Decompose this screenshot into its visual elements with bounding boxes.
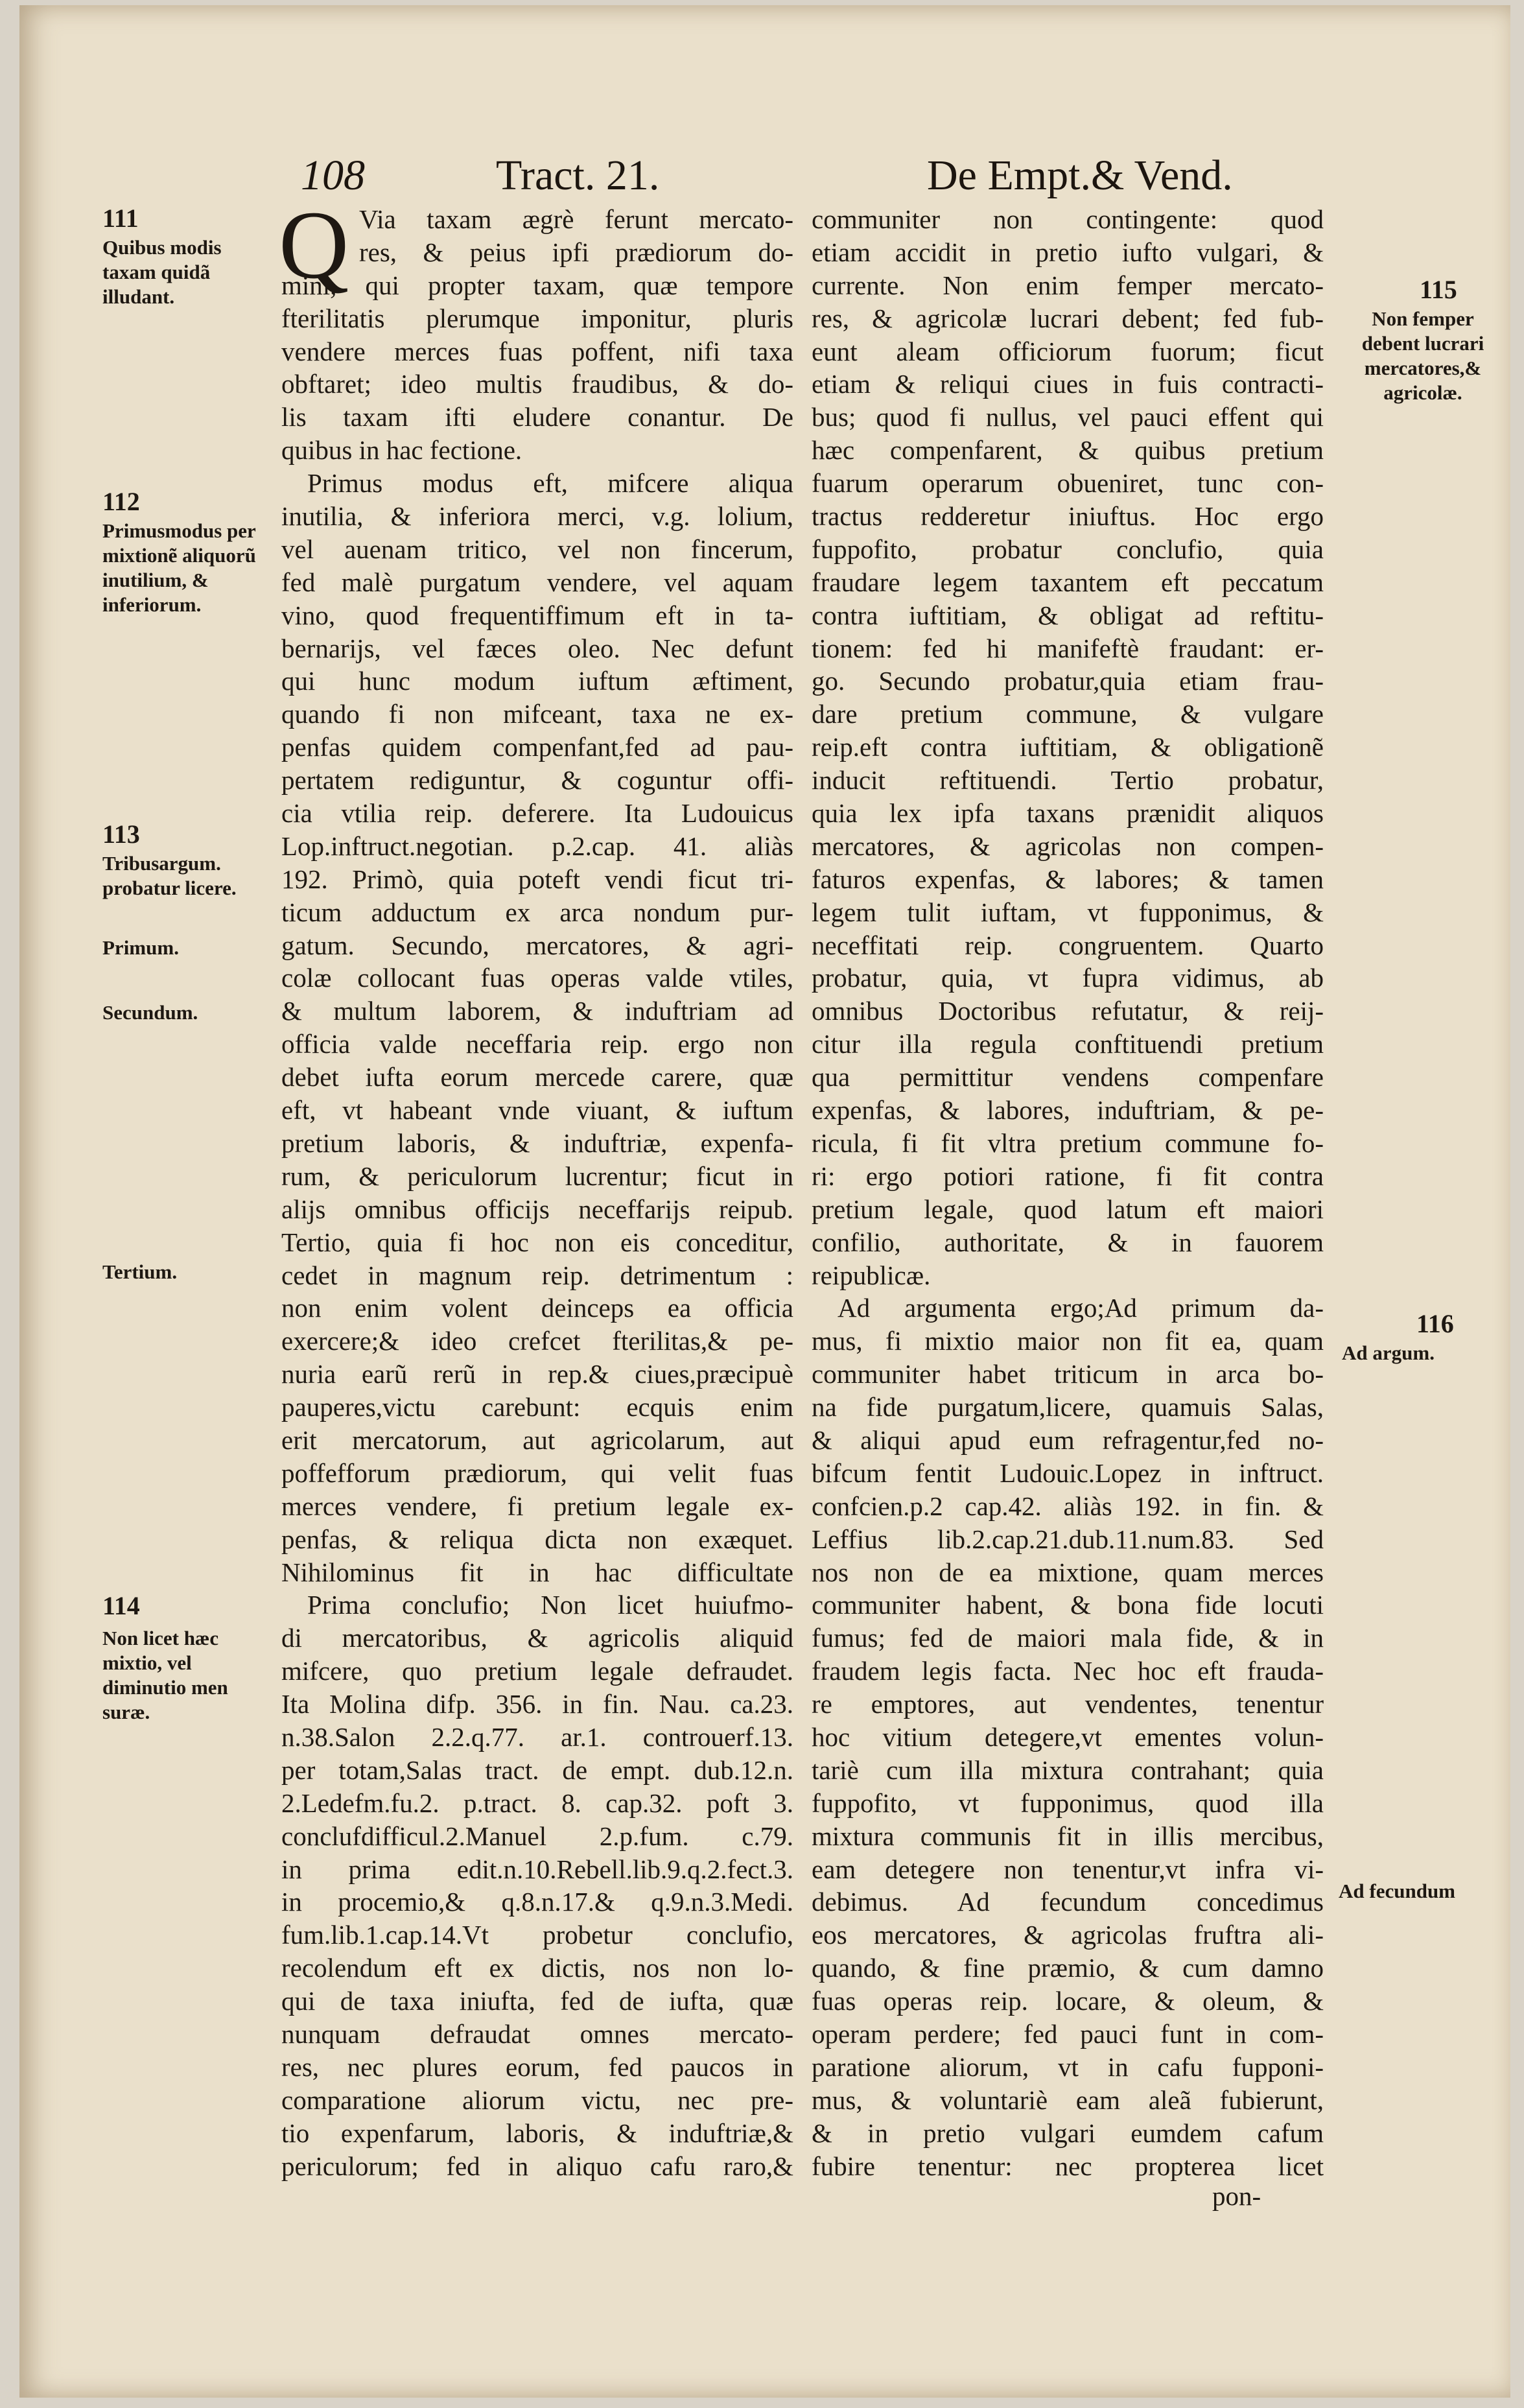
text-line: fraudare legem taxantem eft peccatum: [812, 567, 1324, 597]
text-line: cedet in magnum reip. detrimentum :: [281, 1260, 793, 1290]
margin-note-primum: Primum.: [102, 936, 179, 959]
text-line: tionem: fed hi manifeftè fraudant: er-: [812, 633, 1324, 663]
text-line: vendere merces fuas poffent, nifi taxa: [281, 336, 793, 366]
text-line: omnibus Doctoribus refutatur, & reij-: [812, 996, 1324, 1026]
text-line: inutilia, & inferiora merci, v.g. lolium,: [281, 501, 793, 532]
text-line: quia lex ipfa taxans prænidit aliquos: [812, 798, 1324, 829]
text-line: legem tulit iuftam, vt fupponimus, &: [812, 897, 1324, 927]
running-head-center: Tract. 21.: [496, 152, 660, 199]
text-line: vel auenam tritico, vel non fincerum,: [281, 534, 793, 564]
text-line: nos non de ea mixtione, quam merces: [812, 1557, 1324, 1587]
text-line: probatur, quia, vt fupra vidimus, ab: [812, 963, 1324, 993]
text-line: obftaret; ideo multis fraudibus, & do-: [281, 369, 793, 399]
text-line: alijs omnibus officijs neceffarijs reipub.: [281, 1194, 793, 1224]
text-line: tio expenfarum, laboris, & induftriæ,&: [281, 2118, 793, 2148]
text-line: non enim volent deinceps ea officia: [281, 1293, 793, 1323]
text-line: pretium laboris, & induftriæ, expenfa-: [281, 1127, 793, 1158]
text-line: n.38.Salon 2.2.q.77. ar.1. controuerf.13.: [281, 1721, 793, 1752]
text-line: re emptores, aut vendentes, tenentur: [812, 1689, 1324, 1719]
text-line: na fide purgatum,licere, quamuis Salas,: [812, 1392, 1324, 1422]
text-line: & multum laborem, & induftriam ad: [281, 996, 793, 1026]
text-line: di mercatoribus, & agricolis aliquid: [281, 1623, 793, 1653]
text-line: paratione aliorum, vt in cafu fupponi-: [812, 2051, 1324, 2082]
text-line: penfas quidem compenfant,fed ad pau-: [281, 732, 793, 762]
text-line: neceffitati reip. congruentem. Quarto: [812, 930, 1324, 960]
text-line: mixtura communis fit in illis mercibus,: [812, 1821, 1324, 1851]
text-line: in procemio,& q.8.n.17.& q.9.n.3.Medi.: [281, 1887, 793, 1917]
text-line: nuria earũ rerũ in rep.& ciues,præcipuè: [281, 1359, 793, 1389]
text-line: colæ collocant fuas operas valde vtiles,: [281, 963, 793, 993]
margin-note-115: Non femper debent lucrari mercatores,& agricolæ.: [1361, 307, 1484, 404]
text-line: mifcere, quo pretium legale defraudet.: [281, 1656, 793, 1686]
text-line: expenfas, & labores, induftriam, & pe-: [812, 1095, 1324, 1126]
text-line: fterilitatis plerumque imponitur, pluris: [281, 303, 793, 333]
margin-note-116: Ad argum.: [1342, 1341, 1435, 1364]
text-line: poffefforum prædiorum, qui velit fuas: [281, 1458, 793, 1488]
running-head: [19, 151, 1510, 203]
text-line: & in pretio vulgari eumdem cafum: [812, 2118, 1324, 2148]
text-line: eos mercatores, & agricolas fruftra ali-: [812, 1920, 1324, 1950]
text-line: quibus in hac fectione.: [281, 435, 522, 466]
text-line: fed malè purgatum vendere, vel aquam: [281, 567, 793, 597]
text-line: communiter habet triticum in arca bo-: [812, 1359, 1324, 1389]
book-page: [19, 5, 1510, 2398]
text-line: periculorum; fed in aliquo cafu raro,&: [281, 2151, 793, 2181]
text-line: fuppofito, vt fupponimus, quod illa: [812, 1788, 1324, 1818]
margin-number-115: 115: [1420, 275, 1457, 304]
text-line: eam detegere non tenentur,vt infra vi-: [812, 1854, 1324, 1884]
text-line: in prima edit.n.10.Rebell.lib.9.q.2.fect.3.: [281, 1854, 793, 1884]
text-line: etiam accidit in pretio iufto vulgari, &: [812, 237, 1324, 267]
margin-note-ad-secundum: Ad fecundum: [1339, 1880, 1456, 1902]
text-line: vino, quod frequentiffimum eft in ta-: [281, 600, 793, 630]
catchword: pon-: [1212, 2181, 1261, 2211]
margin-number-116: 116: [1416, 1309, 1454, 1338]
text-line: rum, & periculorum lucrentur; ficut in: [281, 1161, 793, 1191]
text-line: qua permittitur vendens compenfare: [812, 1062, 1324, 1092]
text-line: bernarijs, vel fæces oleo. Nec defunt: [281, 633, 793, 663]
text-line: Primus modus eft, mifcere aliqua: [307, 468, 793, 499]
text-line: contra iuftitiam, & obligat ad reftitu-: [812, 600, 1324, 630]
text-line: conclufdifficul.2.Manuel 2.p.fum. c.79.: [281, 1821, 793, 1851]
text-line: merces vendere, fi pretium legale ex-: [281, 1491, 793, 1521]
text-line: pauperes,victu carebunt: ecquis enim: [281, 1392, 793, 1422]
margin-number-114: 114: [102, 1591, 140, 1620]
text-line: ticum adductum ex arca nondum pur-: [281, 897, 793, 927]
margin-note-113: Tribusargum. probatur licere.: [102, 852, 237, 899]
text-line: communiter habent, & bona fide locuti: [812, 1590, 1324, 1620]
text-line: mercatores, & agricolas non compen-: [812, 831, 1324, 861]
text-line: quando fi non mifceant, taxa ne ex-: [281, 699, 793, 729]
text-line: currente. Non enim femper mercato-: [812, 270, 1324, 300]
text-line: ri: ergo potiori ratione, fi fit contra: [812, 1161, 1324, 1191]
text-line: res, & peius ipfi prædiorum do-: [359, 237, 793, 267]
text-line: nunquam defraudat omnes mercato-: [281, 2018, 793, 2049]
text-line: go. Secundo probatur,quia etiam frau-: [812, 666, 1324, 696]
text-line: communiter non contingente: quod: [812, 204, 1324, 234]
text-line: mus, & voluntariè eam aleã fubierunt,: [812, 2084, 1324, 2115]
text-column-right: [812, 203, 1324, 2182]
text-line: tractus redderetur iniuftus. Hoc ergo: [812, 501, 1324, 532]
margin-number-113: 113: [102, 820, 140, 849]
text-line: Leffius lib.2.cap.21.dub.11.num.83. Sed: [812, 1524, 1324, 1554]
text-line: cia vtilia reip. deferere. Ita Ludouicus: [281, 798, 793, 829]
text-line: fumus; fed de maiori mala fide, & in: [812, 1623, 1324, 1653]
text-line: Tertio, quia fi hoc non eis conceditur,: [281, 1227, 793, 1257]
text-line: 2.Ledefm.fu.2. p.tract. 8. cap.32. poft 3.: [281, 1788, 793, 1818]
text-line: operam perdere; fed pauci funt in com-: [812, 2018, 1324, 2049]
text-line: mus, fi mixtio maior non fit ea, quam: [812, 1326, 1324, 1356]
text-line: eft, vt habeant vnde viuant, & iuftum: [281, 1095, 793, 1126]
margin-note-111: Quibus modis taxam quidã illudant.: [102, 236, 222, 308]
text-line: hæc compenfarent, & quibus pretium: [812, 435, 1324, 466]
text-line: qui hunc modum iuftum æftiment,: [281, 666, 793, 696]
margin-note-112: Primusmodus per mixtionẽ aliquorũ inutilium, & inferiorum.: [102, 519, 256, 616]
text-line: citur illa regula conftituendi pretium: [812, 1029, 1324, 1059]
text-line: res, nec plures eorum, fed paucos in: [281, 2051, 793, 2082]
text-line: inducit reftituendi. Tertio probatur,: [812, 765, 1324, 796]
text-line: fubire tenentur: nec propterea licet: [812, 2151, 1324, 2181]
text-line: officia valde neceffaria reip. ergo non: [281, 1029, 793, 1059]
text-line: fuarum operarum obueniret, tunc con-: [812, 468, 1324, 499]
text-line: dare pretium commune, & vulgare: [812, 699, 1324, 729]
text-line: tariè cum illa mixtura contrahant; quia: [812, 1754, 1324, 1785]
text-line: reip.eft contra iuftitiam, & obligationẽ: [812, 732, 1324, 762]
page-number: 108: [301, 152, 365, 199]
text-line: penfas, & reliqua dicta non exæquet.: [281, 1524, 793, 1554]
text-line: Prima conclufio; Non licet huiufmo-: [307, 1590, 793, 1620]
margin-note-tertium: Tertium.: [102, 1260, 178, 1283]
text-line: per totam,Salas tract. de empt. dub.12.n.: [281, 1754, 793, 1785]
text-line: exercere;& ideo crefcet fterilitas,& pe-: [281, 1326, 793, 1356]
text-line: debet iufta eorum mercede carere, quæ: [281, 1062, 793, 1092]
text-line: pretium legale, quod latum eft maiori: [812, 1194, 1324, 1224]
text-line: fuppofito, probatur conclufio, quia: [812, 534, 1324, 564]
text-line: bifcum fentit Ludouic.Lopez in inftruct.: [812, 1458, 1324, 1488]
text-line: Via taxam ægrè ferunt mercato-: [359, 204, 793, 234]
text-line: confcien.p.2 cap.42. aliàs 192. in fin. &: [812, 1491, 1324, 1521]
text-line: confilio, authoritate, & in fauorem: [812, 1227, 1324, 1257]
text-line: 192. Primò, quia poteft vendi ficut tri-: [281, 864, 793, 894]
text-line: Ita Molina difp. 356. in fin. Nau. ca.23.: [281, 1689, 793, 1719]
text-line: faturos expenfas, & labores; & tamen: [812, 864, 1324, 894]
text-line: lis taxam ifti eludere conantur. De: [281, 402, 793, 432]
text-line: hoc vitium detegere,vt ementes volun-: [812, 1721, 1324, 1752]
text-line: res, & agricolæ lucrari debent; fed fub-: [812, 303, 1324, 333]
text-line: fraudem legis facta. Nec hoc eft frauda-: [812, 1656, 1324, 1686]
text-line: & aliqui apud eum refragentur,fed no-: [812, 1424, 1324, 1455]
text-line: eunt aleam officiorum fuorum; ficut: [812, 336, 1324, 366]
text-line: recolendum eft ex dictis, nos non lo-: [281, 1953, 793, 1983]
text-column-left: [279, 191, 793, 2182]
text-line: comparatione aliorum victu, nec pre-: [281, 2084, 793, 2115]
margin-number-112: 112: [102, 487, 140, 516]
text-line: reipublicæ.: [812, 1260, 931, 1290]
text-line: gatum. Secundo, mercatores, & agri-: [281, 930, 793, 960]
text-line: erit mercatorum, aut agricolarum, aut: [281, 1424, 793, 1455]
margin-note-secundum: Secundum.: [102, 1001, 198, 1024]
text-line: qui de taxa iniufta, fed de iufta, quæ: [281, 1986, 793, 2016]
text-line: etiam & reliqui ciues in fuis contracti-: [812, 369, 1324, 399]
running-head-right: De Empt.& Vend.: [927, 152, 1233, 199]
text-line: bus; quod fi nullus, vel pauci effent qui: [812, 402, 1324, 432]
margin-note-114: Non licet hæc mixtio, vel diminutio men suræ.: [102, 1627, 228, 1723]
text-line: fuas operas reip. locare, & oleum, &: [812, 1986, 1324, 2016]
text-line: mini, qui propter taxam, quæ tempore: [281, 270, 793, 300]
text-line: pertatem rediguntur, & coguntur offi-: [281, 765, 793, 796]
drop-capital: Q: [279, 191, 349, 299]
text-line: fum.lib.1.cap.14.Vt probetur conclufio,: [281, 1920, 793, 1950]
margin-number-111: 111: [102, 204, 139, 233]
text-line: debimus. Ad fecundum concedimus: [812, 1887, 1324, 1917]
text-line: Lop.inftruct.negotian. p.2.cap. 41. aliàs: [281, 831, 793, 861]
text-line: quando, & fine præmio, & cum damno: [812, 1953, 1324, 1983]
text-line: Ad argumenta ergo;Ad primum da-: [838, 1293, 1324, 1323]
text-line: ricula, fi fit vltra pretium commune fo-: [812, 1127, 1324, 1158]
text-line: Nihilominus fit in hac difficultate: [281, 1557, 793, 1587]
